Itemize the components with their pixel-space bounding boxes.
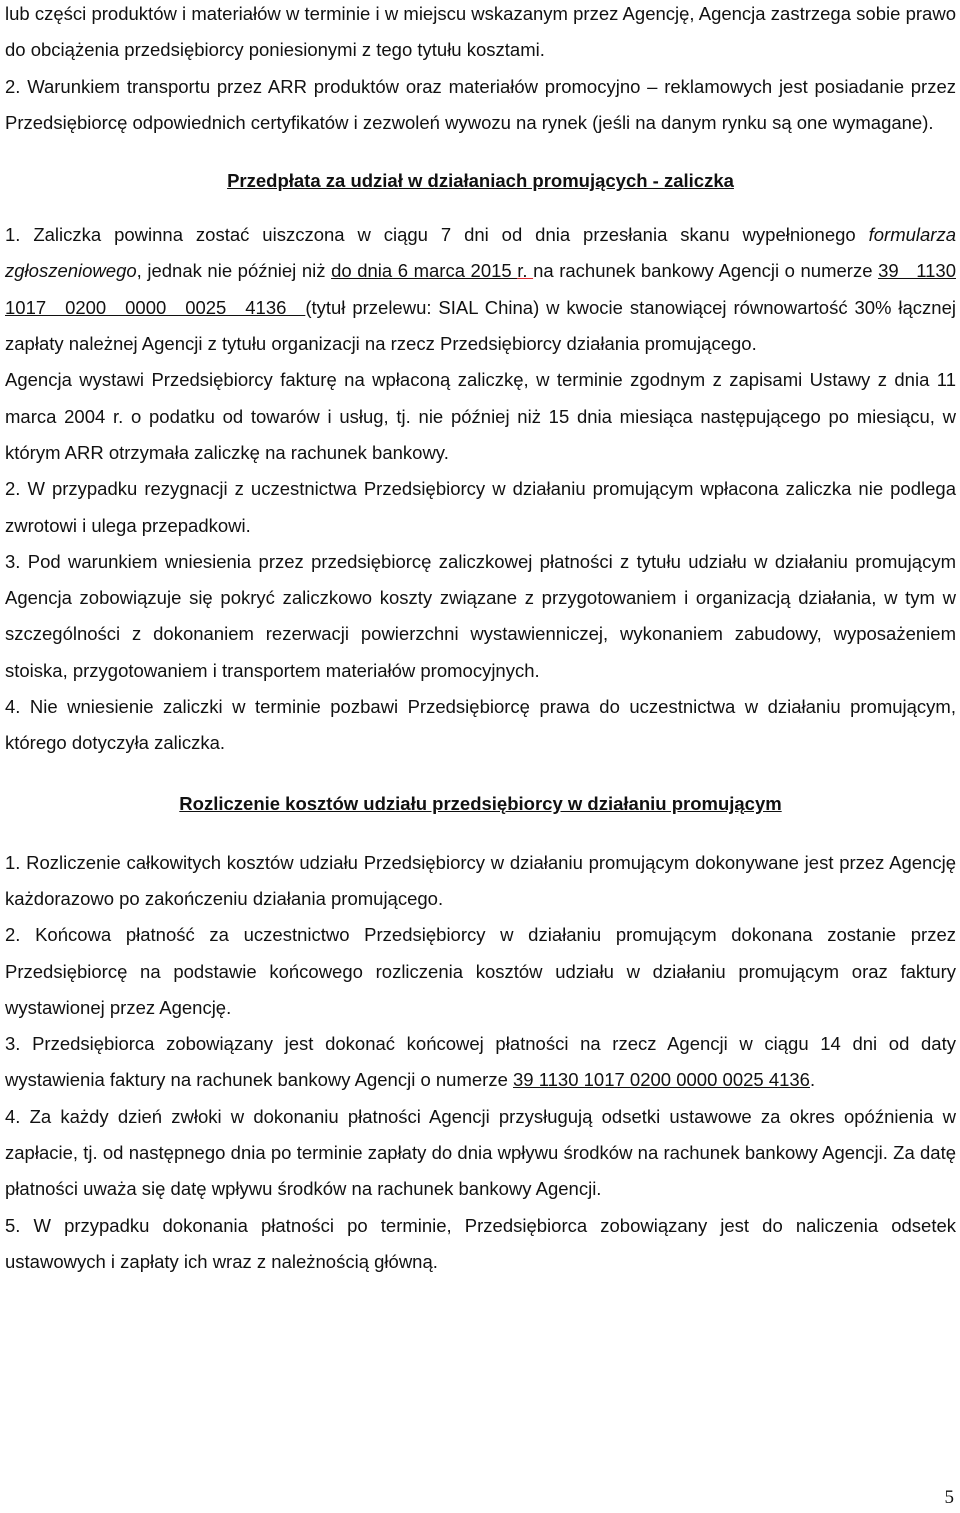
zaliczka-paragraph-2: 2. W przypadku rezygnacji z uczestnictwa Przedsiębiorcy w działaniu promującym wpłacona zaliczka nie podlega zwrotowi i ulega przepadkowi.: [5, 478, 956, 536]
rozliczenie-p3-text-b: .: [809, 1069, 816, 1091]
page-number: 5: [944, 1487, 954, 1508]
zaliczka-p1-text-b: , jednak nie później niż: [136, 260, 332, 282]
rozliczenie-paragraph-3: [5, 1026, 956, 1099]
rozliczenie-p3-account-number: 39 1130 1017 0200 0000 0025 4136: [513, 1069, 810, 1091]
intro-paragraph-2: 2. Warunkiem transportu przez ARR produktów oraz materiałów promocyjno – reklamowych jest posiadanie przez Przedsiębiorcę odpowiednich certyfikatów i zezwoleń wywozu na rynek (jeśli na danym rynku są one wymagane).: [5, 75, 956, 133]
intro-paragraph-continuation: lub części produktów i materiałów w terminie i w miejscu wskazanym przez Agencję, Agencja zastrzega sobie prawo do obciążenia przedsiębiorcy poniesionymi z tego tytułu kosztami.: [5, 3, 956, 61]
zaliczka-p1-deadline: do dnia 6 marca 2015: [331, 260, 518, 282]
rozliczenie-p3-text-a: 3. Przedsiębiorca zobowiązany jest dokonać końcowej płatności na rzecz Agencji w ciągu 14 dni od daty wystawienia faktury na rachunek bankowy Agencji o numerze: [5, 1033, 956, 1091]
section-heading-rozliczenie: Rozliczenie kosztów udziału przedsiębiorcy w działaniu promującym: [179, 792, 782, 814]
rozliczenie-paragraph-1: 1. Rozliczenie całkowitych kosztów udziału Przedsiębiorcy w działaniu promującym dokonywane jest przez Agencję każdorazowo po zakończeniu działania promującego.: [5, 851, 956, 909]
zaliczka-p1-text-d: (tytuł przelewu: SIAL China) w kwocie stanowiącej równowartość 30% łącznej zapłaty należnej Agencji z tytułu organizacji na rzecz Przedsiębiorcy działania promującego.: [5, 296, 956, 355]
zaliczka-p1-form-name: formularza zgłoszeniowego: [5, 224, 956, 282]
zaliczka-p1-deadline-suffix: r.: [517, 260, 534, 282]
zaliczka-p1-account-number: 39 1130 1017 0200 0000 0025 4136: [5, 260, 956, 318]
zaliczka-invoice-paragraph: Agencja wystawi Przedsiębiorcy fakturę na wpłaconą zaliczkę, w terminie zgodnym z zapisami Ustawy z dnia 11 marca 2004 r. o podatku od towarów i usług, tj. nie później niż 15 dnia miesiąca następującego po miesiącu, w którym ARR otrzymała zaliczkę na rachunek bankowy.: [5, 369, 956, 463]
rozliczenie-paragraph-5: 5. W przypadku dokonania płatności po terminie, Przedsiębiorca zobowiązany jest do naliczenia odsetek ustawowych i zapłaty ich wraz z należnością główną.: [5, 1214, 956, 1272]
rozliczenie-paragraph-2: 2. Końcowa płatność za uczestnictwo Przedsiębiorcy w działaniu promującym dokonana zostanie przez Przedsiębiorcę na podstawie końcowego rozliczenia kosztów udziału w działaniu promującym oraz faktury wystawionej przez Agencję.: [5, 924, 956, 1018]
document-page: [5, 0, 956, 1280]
section-heading-zaliczka: Przedpłata za udział w działaniach promujących - zaliczka: [227, 170, 734, 192]
zaliczka-paragraph-3: 3. Pod warunkiem wniesienia przez przedsiębiorcę zaliczkowej płatności z tytułu udziału w działaniu promującym Agencja zobowiązuje się pokryć zaliczkowo koszty związane z przygotowaniem i organizacją działania, w tym w szczególności z dokonaniem rezerwacji powierzchni wystawienniczej, wykonaniem zabudowy, wyposażeniem stoiska, przygotowaniem i transportem materiałów promocyjnych.: [5, 550, 956, 681]
zaliczka-paragraph-4: 4. Nie wniesienie zaliczki w terminie pozbawi Przedsiębiorcę prawa do uczestnictwa w działaniu promującym, którego dotyczyła zaliczka.: [5, 696, 956, 754]
zaliczka-p1-text-c: na rachunek bankowy Agencji o numerze: [533, 260, 879, 282]
zaliczka-paragraph-1: [5, 217, 956, 362]
zaliczka-p1-text-a: 1. Zaliczka powinna zostać uiszczona w ciągu 7 dni od dnia przesłania skanu wypełnionego: [5, 224, 869, 246]
rozliczenie-paragraph-4: 4. Za każdy dzień zwłoki w dokonaniu płatności Agencji przysługują odsetki ustawowe za okres opóźnienia w zapłacie, tj. od następnego dnia po terminie zapłaty do dnia wpływu środków na rachunek bankowy Agencji. Za datę płatności uważa się datę wpływu środków na rachunek bankowy Agencji.: [5, 1105, 956, 1200]
